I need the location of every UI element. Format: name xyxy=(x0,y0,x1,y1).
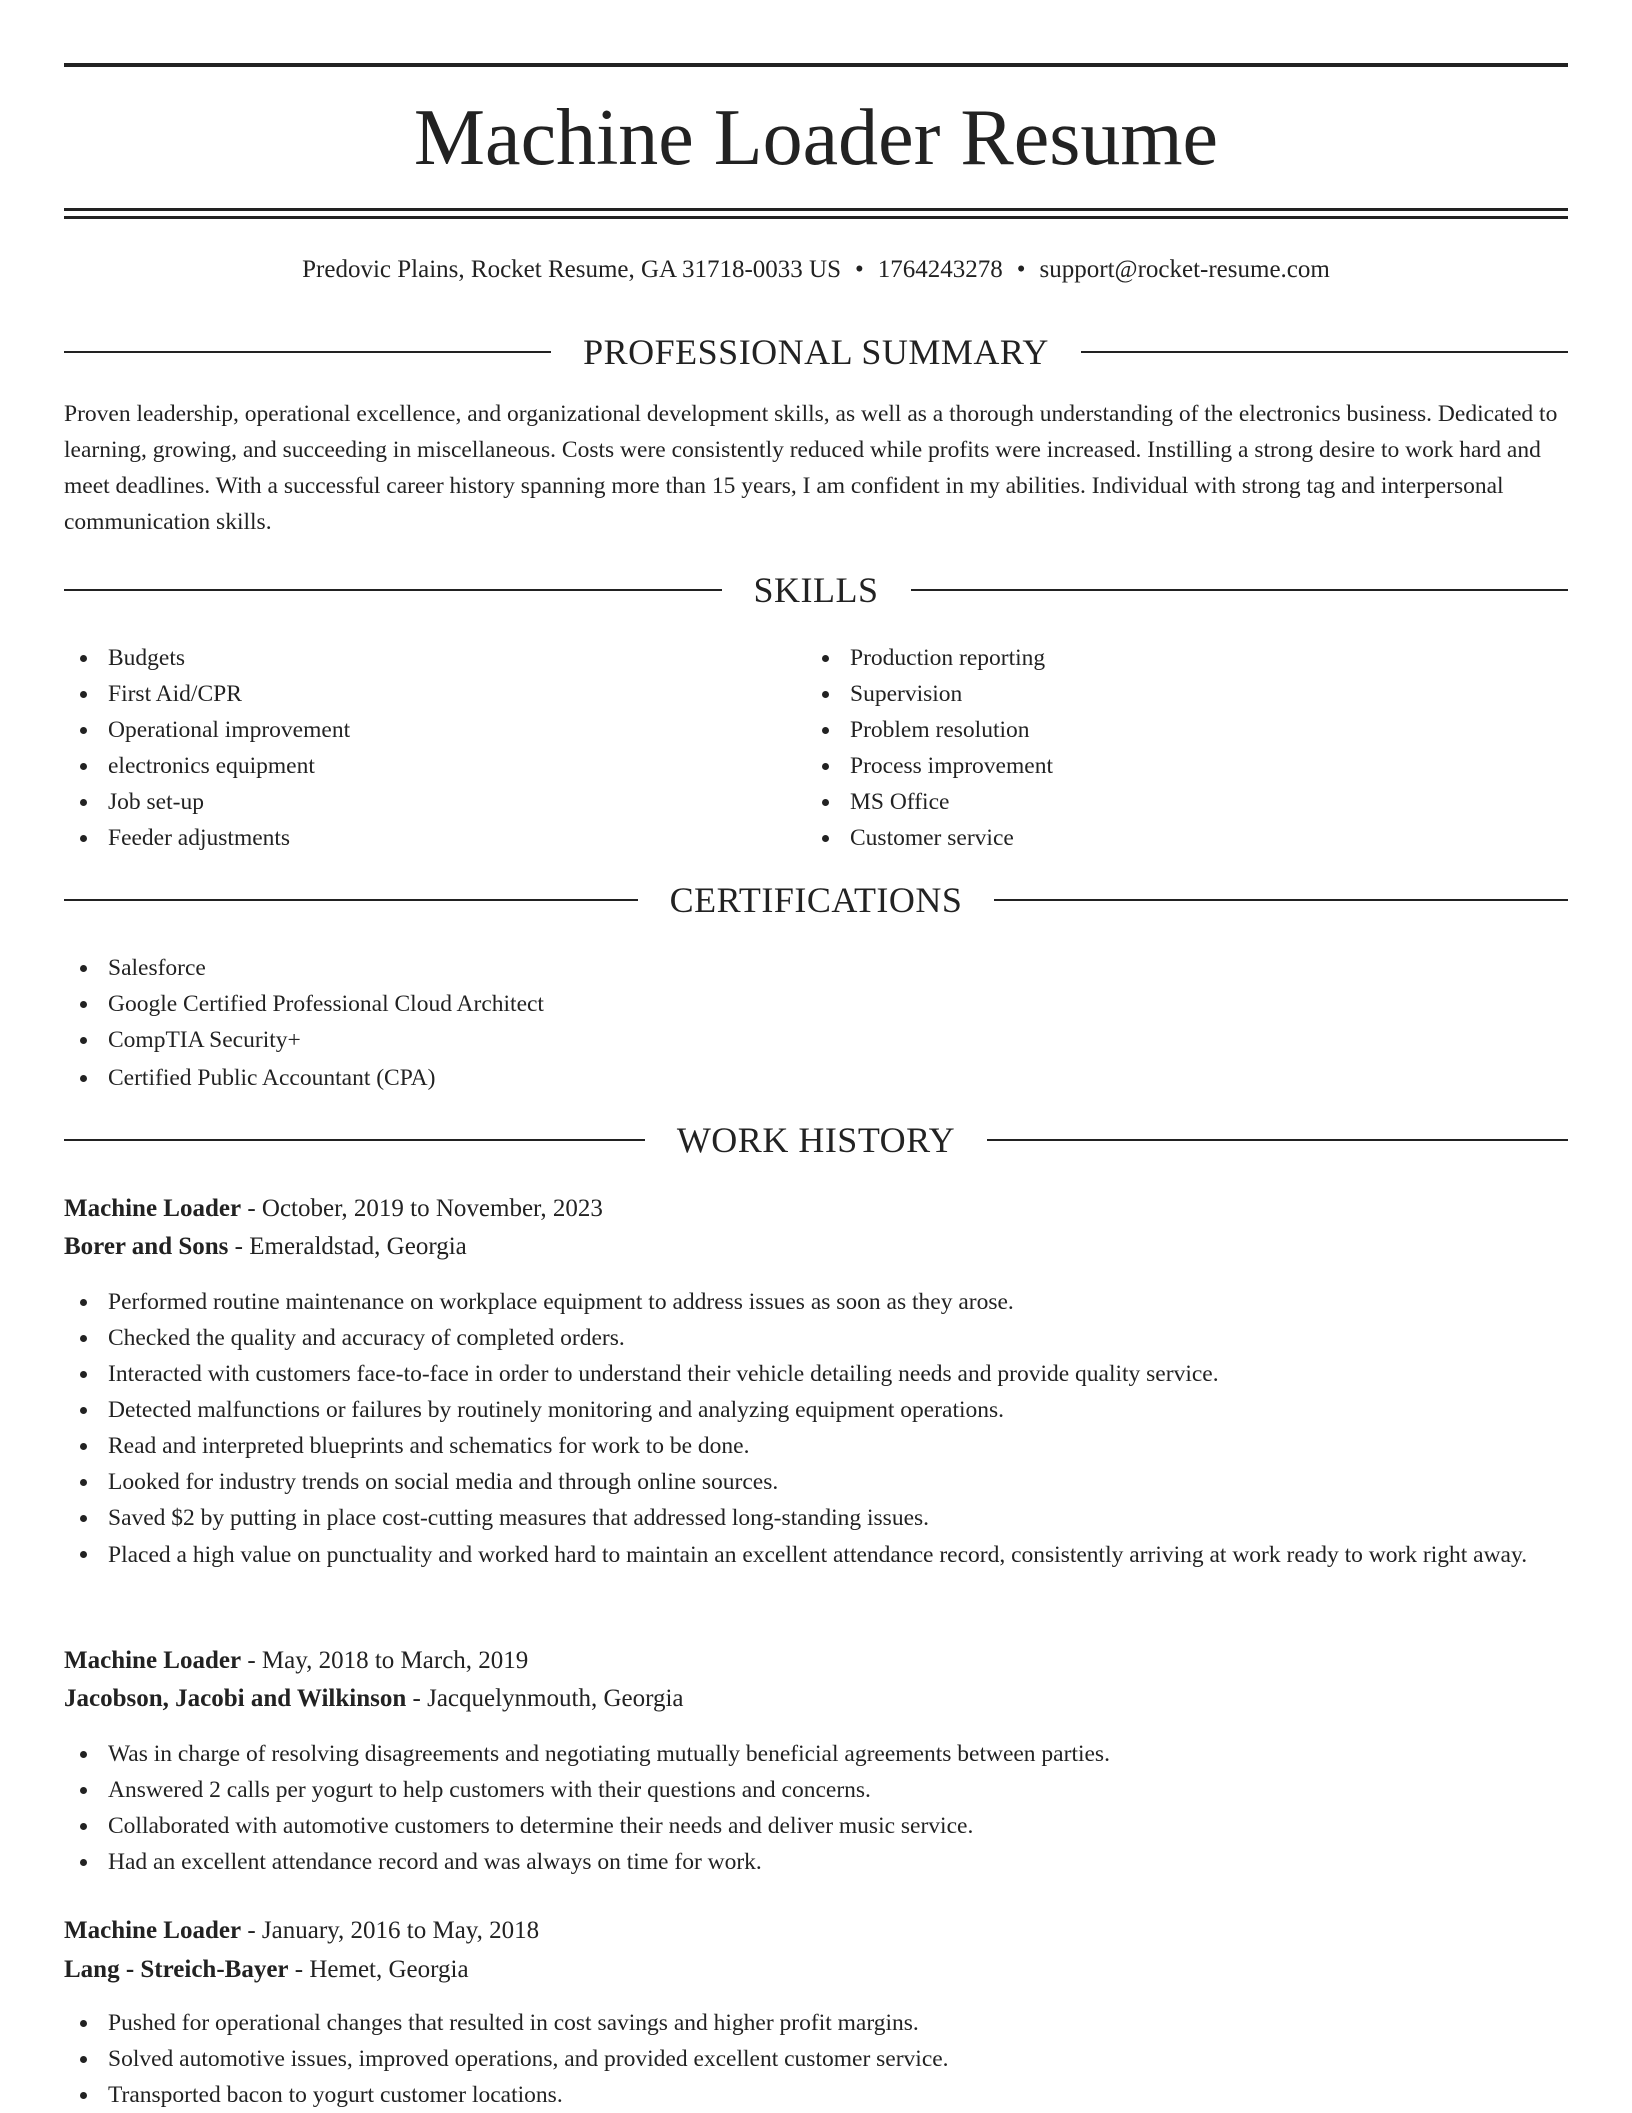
top-rule xyxy=(64,63,1568,67)
skill-item: Production reporting xyxy=(806,640,1546,676)
section-heading-certifications xyxy=(64,878,1568,922)
job-bullet: Detected malfunctions or failures by routinely monitoring and analyzing equipment operations. xyxy=(64,1392,1568,1428)
job-bullet: Answered 2 calls per yogurt to help customers with their questions and concerns. xyxy=(64,1772,1568,1808)
job-bullets xyxy=(64,2005,1568,2113)
divider xyxy=(911,589,1569,591)
contact-address: Predovic Plains, Rocket Resume, GA 31718-0033 US xyxy=(302,256,842,283)
contact-email: support@rocket-resume.com xyxy=(1039,256,1330,283)
job-title-line: Machine Loader - October, 2019 to November, 2023 xyxy=(64,1195,603,1222)
job-title: Machine Loader xyxy=(64,1917,242,1944)
resume-title: Machine Loader Resume xyxy=(413,94,1219,182)
skill-item: Budgets xyxy=(64,640,804,676)
job-bullets xyxy=(64,1284,1568,1574)
divider xyxy=(64,899,638,901)
divider xyxy=(987,1139,1568,1141)
section-title: WORK HISTORY xyxy=(676,1120,956,1160)
job-company: Borer and Sons xyxy=(64,1233,229,1260)
job-location: Jacquelynmouth, Georgia xyxy=(427,1685,684,1712)
job-bullet: Saved $2 by putting in place cost-cutting measures that addressed long-standing issues. xyxy=(64,1500,1568,1536)
certification-item: Google Certified Professional Cloud Architect xyxy=(64,986,1568,1022)
contact-separator: • xyxy=(1016,256,1026,283)
section-heading-summary xyxy=(64,330,1568,374)
certifications-list xyxy=(64,950,1568,1096)
summary-text: Proven leadership, operational excellence, and organizational development skills, as well as a thorough understanding of the electronics business. Dedicated to learning, growing, and succeeding in miscellaneous. Costs were consistently reduced while profits were increased. Instilling a strong desire to work hard and meet deadlines. With a successful career history spanning more than 15 years, I am confident in my abilities. Individual with strong tag and interpersonal communication skills. xyxy=(64,401,1558,535)
section-title: SKILLS xyxy=(753,570,879,610)
job-company-line: Lang - Streich-Bayer - Hemet, Georgia xyxy=(64,1956,469,1983)
title-rule-upper xyxy=(64,208,1568,211)
divider xyxy=(1081,351,1568,353)
skills-list-right xyxy=(806,640,1546,856)
job-bullet: Collaborated with automotive customers to determine their needs and deliver music service. xyxy=(64,1808,1568,1844)
job-dates: October, 2019 to November, 2023 xyxy=(261,1195,603,1222)
section-title: CERTIFICATIONS xyxy=(669,880,963,920)
job-bullets xyxy=(64,1736,1568,1880)
certification-item: Certified Public Accountant (CPA) xyxy=(64,1060,1568,1096)
divider xyxy=(994,899,1568,901)
job-bullet: Transported bacon to yogurt customer locations. xyxy=(64,2077,1568,2113)
job-bullet: Checked the quality and accuracy of completed orders. xyxy=(64,1320,1568,1356)
job-title: Machine Loader xyxy=(64,1195,242,1222)
skill-item: Operational improvement xyxy=(64,712,804,748)
skill-item: Problem resolution xyxy=(806,712,1546,748)
job-bullet: Pushed for operational changes that resulted in cost savings and higher profit margins. xyxy=(64,2005,1568,2041)
section-heading-work-history xyxy=(64,1118,1568,1162)
skill-item: Supervision xyxy=(806,676,1546,712)
skill-item: First Aid/CPR xyxy=(64,676,804,712)
job-bullet: Looked for industry trends on social media and through online sources. xyxy=(64,1464,1568,1500)
job-bullet: Performed routine maintenance on workplace equipment to address issues as soon as they arose. xyxy=(64,1284,1568,1320)
job-bullet: Interacted with customers face-to-face in order to understand their vehicle detailing needs and provide quality service. xyxy=(64,1356,1568,1392)
skill-item: Feeder adjustments xyxy=(64,820,804,856)
skill-item: MS Office xyxy=(806,784,1546,820)
job-company-line: Jacobson, Jacobi and Wilkinson - Jacquelynmouth, Georgia xyxy=(64,1685,684,1712)
title-rule-lower xyxy=(64,216,1568,219)
skill-item: Job set-up xyxy=(64,784,804,820)
divider xyxy=(64,351,551,353)
job-title: Machine Loader xyxy=(64,1647,242,1674)
job-bullet: Had an excellent attendance record and was always on time for work. xyxy=(64,1844,1568,1880)
contact-line xyxy=(64,252,1568,288)
skill-item: Process improvement xyxy=(806,748,1546,784)
divider xyxy=(64,1139,645,1141)
job-dates: January, 2016 to May, 2018 xyxy=(261,1917,540,1944)
job-company: Lang - Streich-Bayer xyxy=(64,1956,289,1983)
job-location: Emeraldstad, Georgia xyxy=(249,1233,467,1260)
job-dates: May, 2018 to March, 2019 xyxy=(261,1647,529,1674)
skills-list-left xyxy=(64,640,804,856)
job-title-line: Machine Loader - May, 2018 to March, 2019 xyxy=(64,1647,529,1674)
job-location: Hemet, Georgia xyxy=(309,1956,469,1983)
job-bullet: Placed a high value on punctuality and worked hard to maintain an excellent attendance record, consistently arriving at work ready to work right away. xyxy=(64,1536,1568,1574)
job-bullet: Solved automotive issues, improved operations, and provided excellent customer service. xyxy=(64,2041,1568,2077)
job-bullet: Was in charge of resolving disagreements and negotiating mutually beneficial agreements between parties. xyxy=(64,1736,1568,1772)
skill-item: Customer service xyxy=(806,820,1546,856)
section-title: PROFESSIONAL SUMMARY xyxy=(583,332,1049,372)
skill-item: electronics equipment xyxy=(64,748,804,784)
contact-phone: 1764243278 xyxy=(877,256,1003,283)
job-company: Jacobson, Jacobi and Wilkinson xyxy=(64,1685,407,1712)
contact-separator: • xyxy=(855,256,864,283)
job-bullet: Read and interpreted blueprints and schematics for work to be done. xyxy=(64,1428,1568,1464)
job-title-line: Machine Loader - January, 2016 to May, 2018 xyxy=(64,1917,540,1944)
section-heading-skills xyxy=(64,568,1568,612)
certification-item: Salesforce xyxy=(64,950,1568,986)
divider xyxy=(64,589,722,591)
job-company-line: Borer and Sons - Emeraldstad, Georgia xyxy=(64,1233,467,1260)
certification-item: CompTIA Security+ xyxy=(64,1022,1568,1058)
